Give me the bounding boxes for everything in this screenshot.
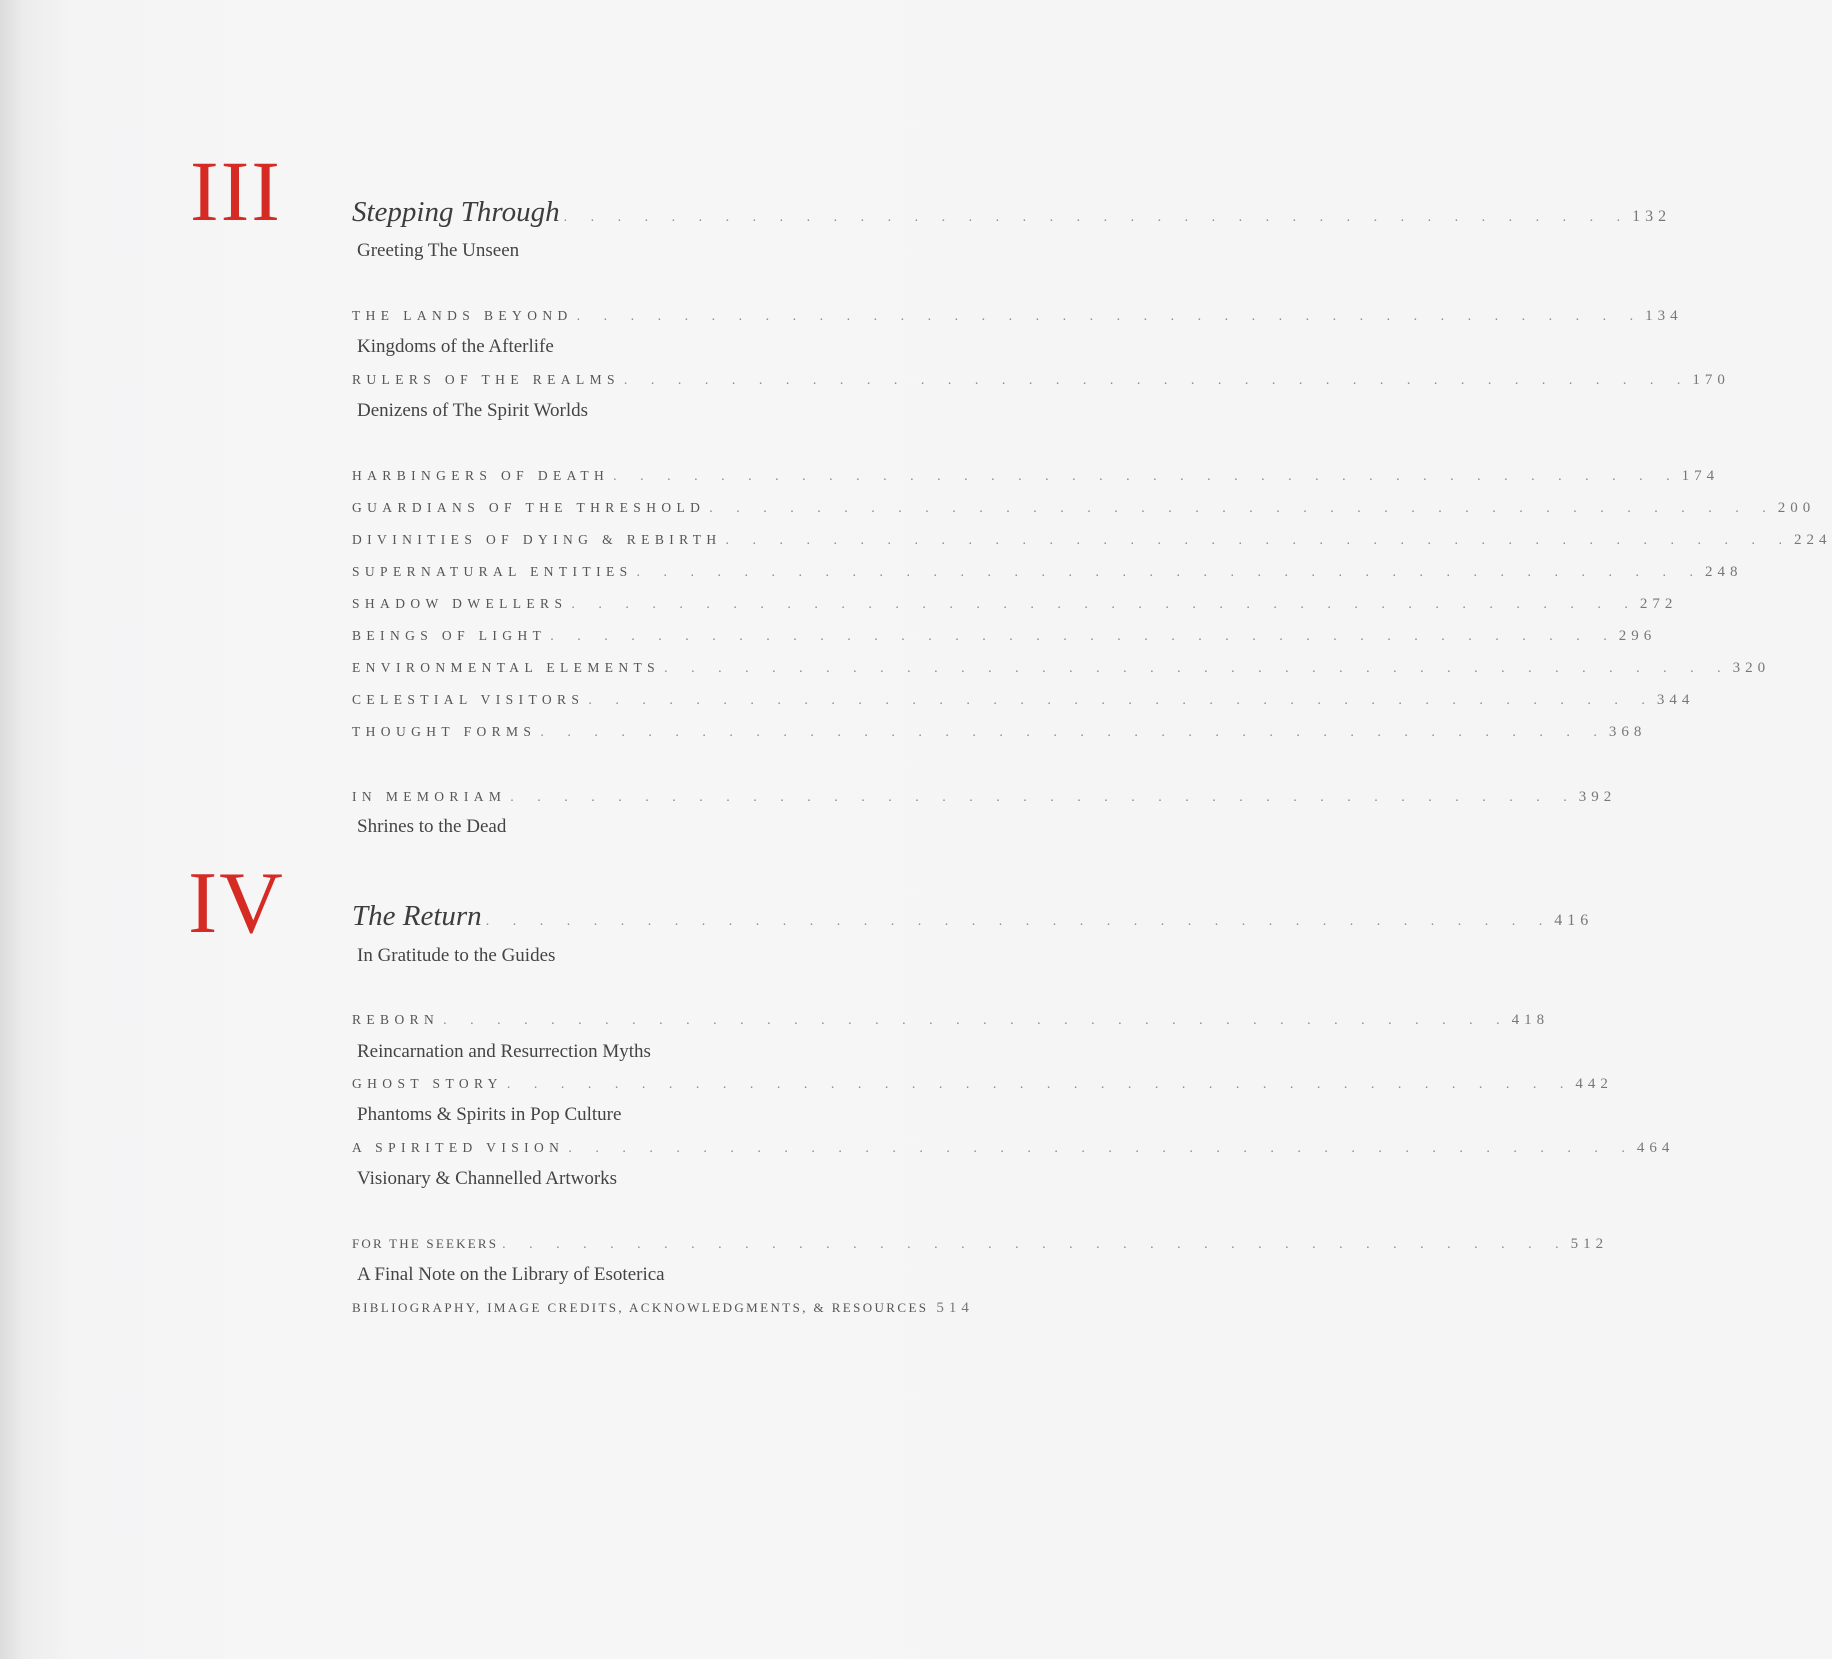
page-number: 132 — [1632, 208, 1672, 225]
dot-leader: . . . . . . . . . . . . . . . . . . . . . . . . . . . . . . . . . . . . . . . . — [506, 1077, 1574, 1092]
toc-entry-in-memoriam[interactable] — [352, 789, 1617, 806]
part-subtitle: In Gratitude to the Guides — [357, 945, 556, 966]
toc-entry-harbingers[interactable] — [352, 468, 1720, 485]
page-number: 200 — [1777, 500, 1816, 516]
entry-title: SHADOW DWELLERS — [352, 596, 568, 611]
toc-entry-for-the-seekers[interactable] — [352, 1236, 1609, 1253]
dot-leader: . . . . . . . . . . . . . . . . . . . . . . . . . . . . . . . . . . . . . . . . — [576, 309, 1644, 324]
entry-subtitle: Kingdoms of the Afterlife — [357, 336, 554, 357]
part-numeral-iii: III — [190, 143, 282, 239]
entry-title: CELESTIAL VISITORS — [352, 692, 585, 707]
dot-leader: . . . . . . . . . . . . . . . . . . . . . . . . . . . . . . . . . . . . . . . . — [571, 597, 1638, 612]
page-number: 464 — [1636, 1140, 1675, 1156]
page-number: 514 — [936, 1300, 974, 1316]
entry-subtitle: Visionary & Channelled Artworks — [357, 1168, 618, 1189]
entry-title: A SPIRITED VISION — [352, 1140, 565, 1155]
part-title: Stepping Through — [352, 196, 560, 228]
entry-title: GUARDIANS OF THE THRESHOLD — [352, 500, 706, 515]
toc-entry-thought-forms[interactable] — [352, 724, 1647, 741]
dot-leader: . . . . . . . . . . . . . . . . . . . . . . . . . . . . . . . . . . . . . . . . — [568, 1141, 1635, 1156]
toc-entry-environmental[interactable] — [352, 660, 1771, 677]
page-number: 248 — [1705, 564, 1743, 580]
entry-subtitle: Phantoms & Spirits in Pop Culture — [357, 1104, 622, 1125]
entry-title: FOR THE SEEKERS — [352, 1236, 499, 1251]
page-number: 442 — [1575, 1076, 1613, 1092]
dot-leader: . . . . . . . . . . . . . . . . . . . . . . . . . . . . . . . . . . . . . . . . — [510, 790, 1577, 805]
page-number: 418 — [1511, 1012, 1550, 1028]
dot-leader: . . . . . . . . . . . . . . . . . . . . . . . . . . . . . . . . . . . . . . . . — [588, 693, 1655, 708]
page-number: 272 — [1639, 596, 1678, 612]
entry-subtitle: Denizens of The Spirit Worlds — [357, 400, 589, 421]
toc-entry-stepping-through[interactable] — [352, 196, 1672, 229]
toc-entry-shadow-dwellers[interactable] — [352, 596, 1678, 613]
page-number: 392 — [1578, 789, 1617, 805]
toc-entry-celestial[interactable] — [352, 692, 1695, 709]
entry-subtitle: Reincarnation and Resurrection Myths — [357, 1041, 651, 1062]
toc-entry-reborn[interactable] — [352, 1012, 1550, 1029]
toc-entry-lands-beyond[interactable] — [352, 308, 1683, 325]
entry-title: BEINGS OF LIGHT — [352, 628, 547, 643]
part-title: The Return — [352, 900, 482, 932]
page-number: 512 — [1570, 1236, 1609, 1252]
dot-leader: . . . . . . . . . . . . . . . . . . . . . . . . . . . . . . . . . . . . . . . . — [709, 501, 1776, 516]
toc-entry-rulers[interactable] — [352, 372, 1730, 389]
dot-leader: . . . . . . . . . . . . . . . . . . . . . . . . . . . . . . . . . . . . . . . . — [502, 1237, 1569, 1252]
toc-entry-ghost-story[interactable] — [352, 1076, 1613, 1093]
part-subtitle: Greeting The Unseen — [357, 240, 520, 261]
toc-entry-divinities[interactable] — [352, 532, 1832, 549]
entry-title: GHOST STORY — [352, 1076, 503, 1091]
entry-title: HARBINGERS OF DEATH — [352, 468, 610, 483]
toc-entry-beings-of-light[interactable] — [352, 628, 1657, 645]
entry-title: SUPERNATURAL ENTITIES — [352, 564, 633, 579]
entry-title: THE LANDS BEYOND — [352, 308, 573, 323]
page-number: 296 — [1618, 628, 1657, 644]
dot-leader: . . . . . . . . . . . . . . . . . . . . . . . . . . . . . . . . . . . . . . . . — [623, 373, 1691, 388]
entry-subtitle: Shrines to the Dead — [357, 816, 507, 837]
entry-subtitle: A Final Note on the Library of Esoterica — [357, 1264, 665, 1285]
entry-title: THOUGHT FORMS — [352, 724, 537, 739]
dot-leader: . . . . . . . . . . . . . . . . . . . . . . . . . . . . . . . . . . . . . . . . — [443, 1013, 1510, 1028]
dot-leader: . . . . . . . . . . . . . . . . . . . . . . . . . . . . . . . . . . . . . . . . — [636, 565, 1704, 580]
entry-title: DIVINITIES OF DYING & REBIRTH — [352, 532, 722, 547]
toc-entry-the-return[interactable] — [352, 900, 1594, 933]
page-number: 416 — [1554, 912, 1594, 929]
page-number: 320 — [1732, 660, 1771, 676]
entry-title: REBORN — [352, 1012, 440, 1027]
toc-entry-spirited-vision[interactable] — [352, 1140, 1675, 1157]
dot-leader: . . . . . . . . . . . . . . . . . . . . . . . . . . . . . . . . . . . . . . . . — [540, 725, 1607, 740]
entry-title: IN MEMORIAM — [352, 789, 507, 804]
page-number: 174 — [1681, 468, 1720, 484]
toc-entry-bibliography[interactable] — [352, 1300, 1098, 1317]
dot-leader: . . . . . . . . . . . . . . . . . . . . . . . . . . . . . . . . . . . . . . . . — [550, 629, 1617, 644]
page-number: 134 — [1645, 308, 1683, 324]
dot-leader: . . . . . . . . . . . . . . . . . . . . . . . . . . . . . . . . . . . . . . . . — [613, 469, 1680, 484]
toc-entry-guardians[interactable] — [352, 500, 1816, 517]
toc-entry-supernatural[interactable] — [352, 564, 1743, 581]
dot-leader: . . . . . . . . . . . . . . . . . . . . . . . . . . . . . . . . . . . . . . . . — [664, 661, 1731, 676]
page-number: 344 — [1656, 692, 1695, 708]
entry-title: BIBLIOGRAPHY, IMAGE CREDITS, ACKNOWLEDGMENTS, & RESOURCES — [352, 1300, 929, 1315]
dot-leader: . . . . . . . . . . . . . . . . . . . . . . . . . . . . . . . . . . . . . . . . — [725, 533, 1793, 548]
entry-title: ENVIRONMENTAL ELEMENTS — [352, 660, 661, 675]
entry-title: RULERS OF THE REALMS — [352, 372, 620, 387]
page-number: 368 — [1608, 724, 1647, 740]
dot-leader: . . . . . . . . . . . . . . . . . . . . . . . . . . . . . . . . . . . . . . . . — [485, 914, 1553, 929]
page-number: 224 — [1794, 532, 1832, 548]
part-numeral-iv: IV — [188, 855, 285, 952]
dot-leader: . . . . . . . . . . . . . . . . . . . . . . . . . . . . . . . . . . . . . . . . — [563, 210, 1631, 225]
page-number: 170 — [1692, 372, 1730, 388]
